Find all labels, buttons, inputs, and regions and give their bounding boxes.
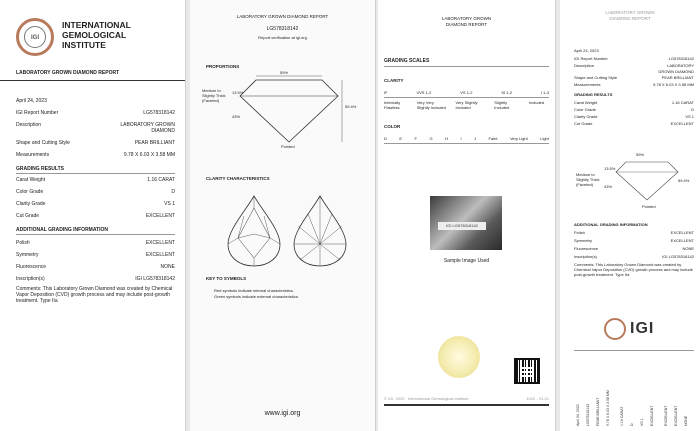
vertical-summary-report: LG578318142	[586, 403, 590, 426]
vertical-summary-shape: PEAR BRILLIANT	[596, 397, 600, 426]
row-report-number: IGI Report Number LG578318142	[574, 56, 694, 61]
row-report-number: IGI Report Number LG578318142	[16, 110, 175, 116]
sample-inscription-image	[430, 196, 502, 250]
divider	[16, 173, 175, 174]
clarity-scale: IF VVS 1-2 VS 1-2 SI 1-2 I 1-3	[384, 90, 549, 95]
row-carat: Carat Weight 1.16 CARAT	[16, 177, 175, 183]
culet-label: Pointed	[281, 144, 295, 149]
report-heading: LABORATORY GROWN DIAMOND REPORT	[16, 70, 120, 76]
report-heading: LABORATORY GROWN DIAMOND REPORT	[441, 16, 492, 27]
additional-heading: ADDITIONAL GRADING INFORMATION	[574, 222, 648, 227]
sample-inscription-text: IGI LG578318142	[438, 222, 486, 230]
vertical-summary-carat: 1.16 CARAT	[620, 406, 624, 426]
row-clarity: Clarity Grade VS 1	[574, 114, 694, 119]
grading-scales-panel	[378, 0, 556, 431]
row-clarity: Clarity Grade VS 1	[16, 201, 175, 207]
summary-panel	[560, 0, 700, 431]
table-percentage: 59%	[280, 70, 289, 75]
website-link[interactable]: www.igi.org	[264, 410, 301, 417]
pear-top-view-diagram	[226, 194, 282, 268]
clarity-names: Internally Flawless Very Very Slightly Included Very Slightly Included Slightly Included Included	[384, 100, 545, 110]
row-description: Description LABORATORY GROWN DIAMOND	[574, 63, 694, 74]
comments: Comments: This Laboratory Grown Diamond was created by Chemical Vapor Deposition (CVD) growth process and may include post-growth treatment. Type IIa	[16, 286, 173, 304]
girdle-label: Medium to Slightly Thick (Faceted)	[576, 172, 600, 187]
additional-heading: ADDITIONAL GRADING INFORMATION	[16, 227, 109, 233]
row-polish: Polish EXCELLENT	[16, 240, 175, 246]
vertical-summary-fluorescence: NONE	[684, 415, 688, 426]
verification-note: Report verification at igi.org	[258, 35, 307, 40]
vertical-summary-polish: EXCELLENT	[664, 405, 668, 426]
pear-bottom-view-diagram	[292, 194, 348, 268]
row-measurements: Measurements 9.78 X 6.03 X 3.58 MM	[574, 82, 694, 87]
culet-label: Pointed	[642, 204, 656, 209]
vertical-summary-color: D	[630, 423, 634, 426]
row-inscription: Inscription(s) IGI LG578318142	[574, 254, 694, 259]
proportions-diagram	[234, 74, 344, 148]
row-shape: Shape and Cutting Style PEAR BRILLIANT	[574, 75, 694, 80]
row-cut: Cut Grade EXCELLENT	[574, 121, 694, 126]
sample-caption: Sample Image Used	[443, 258, 490, 264]
vertical-summary-clarity: VS 1	[640, 418, 644, 426]
row-inscription: Inscription(s) IGI LG578318142	[16, 276, 175, 282]
qr-code[interactable]	[514, 358, 540, 384]
vertical-summary-cut: EXCELLENT	[650, 405, 654, 426]
igi-seal-logo	[16, 18, 54, 56]
divider	[384, 97, 549, 98]
row-polish: Polish EXCELLENT	[574, 230, 694, 235]
report-date: April 24, 2023	[16, 98, 47, 104]
seal-label: IGI	[24, 26, 46, 48]
divider	[574, 350, 694, 351]
mini-proportions-diagram	[612, 158, 682, 204]
row-description: Description LABORATORY GROWN DIAMOND	[16, 122, 175, 134]
report-number: LG578318142	[266, 26, 299, 32]
grading-results-heading: GRADING RESULTS	[16, 166, 64, 172]
footer-copyright: © IGI, 2023 · International Gemological Institute	[384, 396, 469, 401]
grading-scales-heading: GRADING SCALES	[384, 58, 430, 64]
row-shape: Shape and Cutting Style PEAR BRILLIANT	[16, 140, 175, 146]
row-cut: Cut Grade EXCELLENT	[16, 213, 175, 219]
proportions-panel	[190, 0, 376, 431]
comments: Comments: This Laboratory Grown Diamond was created by Chemical Vapor Deposition (CVD) growth process and may include post-growth treatment. Type IIa	[574, 262, 693, 277]
clarity-heading: CLARITY	[384, 78, 404, 83]
report-heading: LABORATORY GROWN DIAMOND REPORT	[236, 14, 329, 19]
key-line-green: Green symbols indicate external characteristics.	[214, 294, 299, 299]
crown-percentage: 13.5%	[232, 90, 244, 95]
vertical-summary-symmetry: EXCELLENT	[674, 405, 678, 426]
report-date: April 24, 2023	[574, 48, 599, 53]
vertical-summary-measurements: 9.78 X 6.03 X 3.58 MM	[606, 390, 610, 426]
key-to-symbols-heading: KEY TO SYMBOLS	[206, 276, 247, 281]
row-symmetry: Symmetry EXCELLENT	[574, 238, 694, 243]
clarity-characteristics-heading: CLARITY CHARACTERISTICS	[206, 176, 270, 181]
row-carat: Carat Weight 1.16 CARAT	[574, 100, 694, 105]
row-color: Color Grade D	[574, 107, 694, 112]
footer-code: 1022 - 01-21	[526, 396, 549, 401]
proportions-heading: PROPORTIONS	[206, 64, 240, 69]
divider	[384, 404, 549, 406]
color-heading: COLOR	[384, 124, 401, 129]
pavilion-percentage: 43%	[232, 114, 241, 119]
key-line-red: Red symbols indicate internal characteristics.	[214, 288, 295, 293]
hologram-seal	[438, 336, 480, 378]
vertical-summary-date: April 24, 2023	[576, 404, 580, 426]
row-color: Color Grade D	[16, 189, 175, 195]
igi-logo-icon	[604, 318, 626, 340]
row-fluorescence: Fluorescence NONE	[574, 246, 694, 251]
pavilion-percentage: 43%	[604, 184, 613, 189]
row-fluorescence: Fluorescence NONE	[16, 264, 175, 270]
grading-results-heading: GRADING RESULTS	[574, 92, 613, 97]
table-percentage: 59%	[636, 152, 645, 157]
color-scale: D E F G H I J Faint Very Light Light	[384, 136, 549, 141]
girdle-label: Medium to Slightly Thick (Faceted)	[202, 88, 226, 103]
divider	[16, 234, 175, 235]
depth-percentage: 59.4%	[345, 104, 357, 109]
institute-name: INTERNATIONAL GEMOLOGICAL INSTITUTE	[62, 20, 131, 50]
row-symmetry: Symmetry EXCELLENT	[16, 252, 175, 258]
report-main-panel	[0, 0, 186, 431]
igi-logo-text: IGI	[630, 320, 655, 337]
row-measurements: Measurements 9.78 X 6.03 X 3.58 MM	[16, 152, 175, 158]
divider	[384, 143, 549, 144]
depth-percentage: 59.4%	[678, 178, 690, 183]
divider	[384, 66, 549, 67]
report-heading: LABORATORY GROWN DIAMOND REPORT	[605, 10, 655, 21]
crown-percentage: 13.5%	[604, 166, 616, 171]
divider	[0, 80, 185, 81]
